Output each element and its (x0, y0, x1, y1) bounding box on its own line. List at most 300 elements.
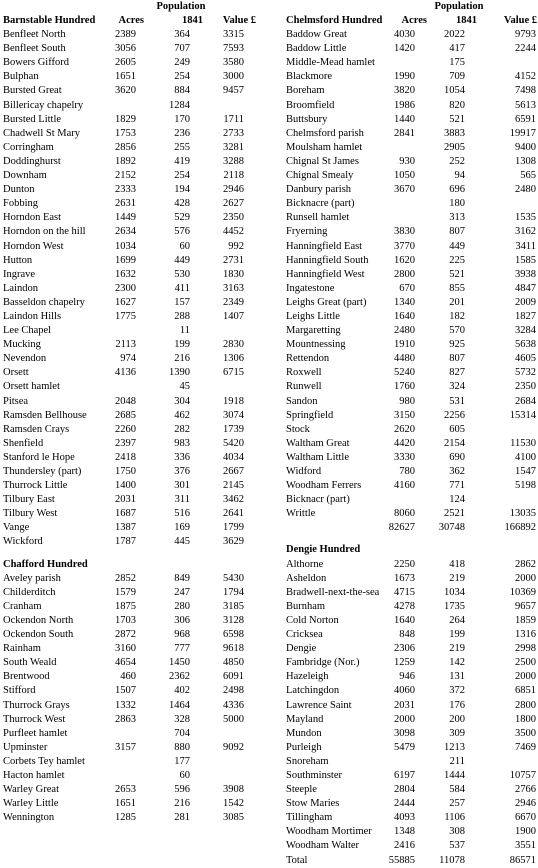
place-name: Thundersley (part) (3, 466, 82, 477)
place-name: Bowers Gifford (3, 57, 70, 69)
value-pounds: 6670 (515, 812, 536, 824)
acres-value: 2863 (115, 713, 136, 725)
population-1841: 264 (449, 614, 465, 626)
value-pounds: 4152 (515, 71, 536, 83)
acres-value: 4160 (394, 480, 415, 492)
table-row (283, 211, 538, 225)
section-gap (283, 535, 538, 543)
table-row (283, 240, 538, 254)
population-1841: 570 (449, 325, 465, 337)
population-1841: 281 (174, 812, 190, 824)
value-pounds: 1859 (515, 614, 536, 626)
value-pounds: 5638 (515, 339, 536, 351)
population-1841: 584 (449, 784, 465, 796)
population-1841: 771 (449, 480, 465, 492)
value-pounds: 2733 (223, 127, 244, 139)
population-1841: 201 (449, 296, 465, 308)
place-name: Hanningfield West (286, 268, 365, 280)
acres-value: 4060 (394, 685, 415, 697)
place-name: Cold Norton (286, 614, 339, 626)
place-name: Aveley parish (3, 572, 61, 584)
table-row (283, 296, 538, 310)
value-pounds: 3074 (223, 409, 244, 421)
population-1841: 820 (449, 99, 465, 111)
place-name: South Weald (3, 657, 57, 669)
table-row (0, 155, 264, 169)
value-pounds: 1306 (223, 353, 244, 365)
acres-value: 1687 (115, 508, 136, 520)
value-pounds: 3288 (223, 155, 244, 167)
value-pounds: 2009 (515, 296, 536, 308)
place-name: Orsett (3, 367, 29, 379)
table-row (0, 755, 264, 769)
value-pounds: 2498 (223, 685, 244, 697)
population-1841: 182 (449, 310, 465, 322)
section-header (283, 543, 538, 557)
acres-value: 1651 (115, 71, 136, 83)
table-row (283, 268, 538, 282)
table-row (283, 507, 538, 521)
population-1841: 402 (174, 685, 190, 697)
value-pounds: 1900 (515, 826, 536, 838)
population-1841: 537 (449, 840, 465, 852)
acres-value: 2620 (394, 423, 415, 435)
place-name: Buttsbury (286, 113, 328, 125)
section-header (283, 14, 538, 28)
place-name: Middle-Mead hamlet (286, 57, 375, 69)
population-1841: 1464 (169, 699, 190, 711)
acres-value: 8060 (394, 508, 415, 520)
table-row (283, 839, 538, 853)
table-row (0, 586, 264, 600)
value-pounds: 2946 (223, 184, 244, 196)
place-name: Waltham Little (286, 451, 350, 463)
table-row (0, 699, 264, 713)
table-row (283, 254, 538, 268)
table-row (283, 84, 538, 98)
value-pounds: 1547 (515, 466, 536, 477)
value-pounds: 5430 (223, 572, 244, 584)
value-pounds: 3162 (515, 226, 536, 238)
value-pounds: 3629 (223, 536, 244, 548)
value-pounds: 1535 (515, 212, 536, 224)
acres-value: 1829 (115, 113, 136, 125)
place-name: Moulsham hamlet (286, 141, 363, 153)
population-1841: 2521 (444, 508, 465, 520)
table-row (0, 741, 264, 755)
population-1841: 236 (174, 127, 190, 139)
acres-value: 460 (120, 671, 136, 683)
total-row (283, 854, 538, 868)
acres-value: 1775 (115, 310, 136, 322)
table-row (283, 366, 538, 380)
acres-value: 5240 (394, 367, 415, 379)
population-1841: 254 (174, 170, 190, 182)
population-1841: 1034 (444, 586, 465, 598)
acres-value: 2634 (115, 226, 136, 238)
value-pounds: 4336 (223, 699, 244, 711)
acres-value: 4715 (394, 586, 415, 598)
place-name: Laindon (3, 282, 38, 294)
table-row (283, 465, 538, 479)
population-1841: 1444 (444, 769, 465, 781)
acres-value: 1875 (115, 600, 136, 612)
table-row (0, 727, 264, 741)
column-header-1841: 1841 (456, 15, 477, 26)
acres-value: 2031 (394, 699, 415, 711)
place-name: Woodham Mortimer (286, 826, 372, 838)
table-row (0, 642, 264, 656)
table-row (0, 268, 264, 282)
table-row (283, 769, 538, 783)
value-pounds: 1585 (515, 254, 536, 266)
population-1841: 175 (449, 57, 465, 69)
place-name: Bursted Little (3, 113, 62, 125)
population-1841: 417 (449, 43, 465, 55)
acres-value: 1285 (115, 812, 136, 824)
acres-value: 2872 (115, 629, 136, 641)
value-pounds: 4847 (515, 282, 536, 294)
population-1841: 254 (174, 71, 190, 83)
section-header (0, 14, 264, 28)
table-row (0, 479, 264, 493)
place-name: Stifford (3, 685, 36, 697)
acres-value: 2031 (115, 494, 136, 506)
acres-value: 82627 (388, 522, 415, 534)
population-1841: 576 (174, 226, 190, 238)
table-row (283, 656, 538, 670)
value-pounds: 1739 (223, 423, 244, 435)
acres-value: 3160 (115, 643, 136, 655)
place-name: Benfleet South (3, 43, 66, 55)
value-pounds: 2800 (515, 699, 536, 711)
place-name: Ockendon North (3, 614, 74, 626)
table-row (283, 451, 538, 465)
population-1841: 449 (174, 254, 190, 266)
population-1841: 3883 (444, 127, 465, 139)
place-name: Horndon East (3, 212, 62, 224)
population-1841: 1054 (444, 85, 465, 97)
value-pounds: 2862 (515, 558, 536, 570)
value-pounds: 1800 (515, 713, 536, 725)
value-pounds: 2349 (223, 296, 244, 308)
value-pounds: 15314 (509, 409, 536, 421)
value-pounds: 19917 (509, 127, 536, 139)
acres-value: 1332 (115, 699, 136, 711)
table-row (0, 141, 264, 155)
acres-value: 2804 (394, 784, 415, 796)
value-pounds: 3551 (515, 840, 536, 852)
acres-value: 946 (399, 671, 415, 683)
value-pounds: 13035 (509, 508, 536, 520)
column-header-value: Value £ (503, 15, 537, 26)
table-row (283, 741, 538, 755)
population-1841: 199 (174, 339, 190, 351)
table-row (283, 423, 538, 437)
value-pounds: 3281 (223, 141, 244, 153)
place-name: Dengie (286, 643, 317, 655)
left-rows (0, 14, 264, 825)
place-name: Fambridge (Nor.) (286, 657, 360, 669)
place-name: Steeple (286, 784, 317, 796)
acres-value: 1579 (115, 586, 136, 598)
place-name: Warley Great (3, 784, 59, 796)
population-1841: 280 (174, 600, 190, 612)
place-name: Cranham (3, 600, 42, 612)
population-heading: Population (434, 1, 484, 12)
table-row (283, 42, 538, 56)
place-name: Wickford (3, 536, 43, 548)
table-row (283, 783, 538, 797)
acres-value: 2605 (115, 57, 136, 69)
place-name: Stow Maries (286, 798, 340, 810)
table-row (0, 70, 264, 84)
acres-value: 3670 (394, 184, 415, 196)
population-1841: 288 (174, 310, 190, 322)
population-1841: 170 (174, 113, 190, 125)
column-header-value: Value £ (222, 15, 256, 26)
value-pounds: 6591 (515, 113, 536, 125)
acres-value: 1760 (394, 381, 415, 393)
place-name: Bicknacr (part) (286, 494, 350, 506)
value-pounds: 565 (520, 170, 536, 182)
value-pounds: 2684 (515, 395, 536, 407)
acres-value: 2300 (115, 282, 136, 294)
population-1841: 983 (174, 437, 190, 449)
value-pounds: 4452 (223, 226, 244, 238)
table-row (0, 127, 264, 141)
population-1841: 376 (174, 466, 190, 477)
value-pounds: 1711 (223, 113, 244, 125)
place-name: Burnham (286, 600, 326, 612)
value-pounds: 3938 (515, 268, 536, 280)
population-1841: 411 (174, 282, 190, 294)
table-row (0, 366, 264, 380)
table-row (0, 56, 264, 70)
value-pounds: 2766 (515, 784, 536, 796)
table-row (283, 727, 538, 741)
acres-value: 1348 (394, 826, 415, 838)
table-row (0, 628, 264, 642)
acres-value: 4654 (115, 657, 136, 669)
place-name: Billericay chapelry (3, 99, 84, 111)
value-pounds: 2350 (223, 212, 244, 224)
section-title: Barnstable Hundred (3, 15, 96, 26)
value-pounds: 3462 (223, 494, 244, 506)
value-pounds: 1794 (223, 586, 244, 598)
population-1841: 169 (174, 522, 190, 534)
population-1841: 94 (454, 170, 465, 182)
place-name: Horndon on the hill (3, 226, 86, 238)
table-row (283, 282, 538, 296)
table-row (0, 409, 264, 423)
population-1841: 855 (449, 282, 465, 294)
section-title: Chafford Hundred (3, 558, 88, 570)
place-name: Dunton (3, 184, 35, 196)
place-name: Danbury parish (286, 184, 352, 196)
value-pounds: 1407 (223, 310, 244, 322)
acres-value: 2000 (394, 713, 415, 725)
acres-value: 3150 (394, 409, 415, 421)
population-1841: 131 (449, 671, 465, 683)
value-pounds: 6851 (515, 685, 536, 697)
table-row (283, 56, 538, 70)
place-name: Broomfield (286, 99, 335, 111)
acres-value: 3770 (394, 240, 415, 252)
section-header (0, 558, 264, 572)
table-row (0, 535, 264, 549)
place-name: Margaretting (286, 325, 341, 337)
acres-value: 1620 (394, 254, 415, 266)
population-1841: 219 (449, 643, 465, 655)
acres-value: 670 (399, 282, 415, 294)
acres-value: 4480 (394, 353, 415, 365)
population-1841: 709 (449, 71, 465, 83)
place-name: Benfleet North (3, 29, 66, 41)
place-name: Corringham (3, 141, 54, 153)
place-name: Tilbury East (3, 494, 55, 506)
value-pounds: 2830 (223, 339, 244, 351)
population-1841: 142 (449, 657, 465, 669)
value-pounds: 1918 (223, 395, 244, 407)
population-1841: 2022 (444, 29, 465, 41)
table-row (283, 338, 538, 352)
acres-value: 1440 (394, 113, 415, 125)
population-1841: 45 (179, 381, 190, 393)
table-row (283, 699, 538, 713)
place-name: Fobbing (3, 198, 39, 210)
table-row (0, 493, 264, 507)
population-1841: 194 (174, 184, 190, 196)
value-pounds: 3500 (515, 727, 536, 739)
place-name: Bradwell-next-the-sea (286, 586, 380, 598)
value-pounds: 4605 (515, 353, 536, 365)
acres-value: 1640 (394, 614, 415, 626)
place-name: Mucking (3, 339, 41, 351)
population-1841: 257 (449, 798, 465, 810)
place-name: Woodham Ferrers (286, 480, 362, 492)
place-name: Stanford le Hope (3, 451, 75, 463)
population-1841: 311 (174, 494, 190, 506)
population-1841: 249 (174, 57, 190, 69)
value-pounds: 5732 (515, 367, 536, 379)
population-1841: 1390 (169, 367, 190, 379)
population-1841: 445 (174, 536, 190, 548)
population-1841: 308 (449, 826, 465, 838)
value-pounds: 9793 (515, 29, 536, 41)
value-pounds: 1542 (223, 798, 244, 810)
place-name: Asheldon (286, 572, 327, 584)
place-name: Blackmore (286, 71, 333, 83)
population-1841: 255 (174, 141, 190, 153)
value-pounds: 6715 (223, 367, 244, 379)
table-row (283, 197, 538, 211)
place-name: Chignal Smealy (286, 170, 354, 182)
population-1841: 176 (449, 699, 465, 711)
population-1841: 225 (449, 254, 465, 266)
acres-value: 2048 (115, 395, 136, 407)
acres-value: 4136 (115, 367, 136, 379)
table-row (283, 811, 538, 825)
place-name: Mayland (286, 713, 324, 725)
acres-value: 1787 (115, 536, 136, 548)
place-name: Ramsden Crays (3, 423, 70, 435)
value-pounds: 3085 (223, 812, 244, 824)
population-1841: 301 (174, 480, 190, 492)
table-row (0, 395, 264, 409)
place-name: Wennington (3, 812, 55, 824)
place-name: Downham (3, 170, 47, 182)
value-pounds: 3580 (223, 57, 244, 69)
table-row (0, 769, 264, 783)
value-pounds: 2946 (515, 798, 536, 810)
acres-value: 2250 (394, 558, 415, 570)
population-1841: 925 (449, 339, 465, 351)
acres-value: 2631 (115, 198, 136, 210)
table-row (283, 183, 538, 197)
table-row (0, 84, 264, 98)
population-1841: 428 (174, 198, 190, 210)
place-name: Bulphan (3, 71, 39, 83)
acres-value: 2841 (394, 127, 415, 139)
table-row (0, 296, 264, 310)
population-1841: 827 (449, 367, 465, 379)
acres-value: 1420 (394, 43, 415, 55)
population-1841: 521 (449, 113, 465, 125)
population-1841: 304 (174, 395, 190, 407)
value-pounds: 7498 (515, 85, 536, 97)
place-name: Sandon (286, 395, 318, 407)
acres-value: 4278 (394, 600, 415, 612)
place-name: Horndon West (3, 240, 64, 252)
acres-value: 3620 (115, 85, 136, 97)
table-row (0, 310, 264, 324)
table-row (0, 423, 264, 437)
acres-value: 2685 (115, 409, 136, 421)
table-row (283, 70, 538, 84)
acres-value: 4420 (394, 437, 415, 449)
population-1841: 449 (449, 240, 465, 252)
acres-value: 1034 (115, 240, 136, 252)
table-row (283, 28, 538, 42)
value-pounds: 11530 (510, 437, 536, 449)
place-name: Woodham Walter (286, 840, 360, 852)
table-row (0, 183, 264, 197)
value-pounds: 9618 (223, 643, 244, 655)
value-pounds: 86571 (509, 854, 536, 866)
value-pounds: 992 (228, 240, 244, 252)
acres-value: 2333 (115, 184, 136, 196)
value-pounds: 3128 (223, 614, 244, 626)
table-row (283, 479, 538, 493)
acres-value: 1986 (394, 99, 415, 111)
value-pounds: 2731 (223, 254, 244, 266)
table-row (283, 586, 538, 600)
value-pounds: 1799 (223, 522, 244, 534)
population-1841: 372 (449, 685, 465, 697)
place-name: Thurrock Grays (3, 699, 70, 711)
place-name: Corbets Tey hamlet (3, 755, 85, 767)
place-name: Baddow Little (286, 43, 347, 55)
place-name: Hutton (3, 254, 33, 266)
place-name: Childerditch (3, 586, 56, 598)
population-1841: 282 (174, 423, 190, 435)
place-name: Tilbury West (3, 508, 58, 520)
place-name: Ockendon South (3, 629, 74, 641)
population-1841: 807 (449, 226, 465, 238)
population-1841: 30748 (438, 522, 465, 534)
place-name: Southminster (286, 769, 343, 781)
